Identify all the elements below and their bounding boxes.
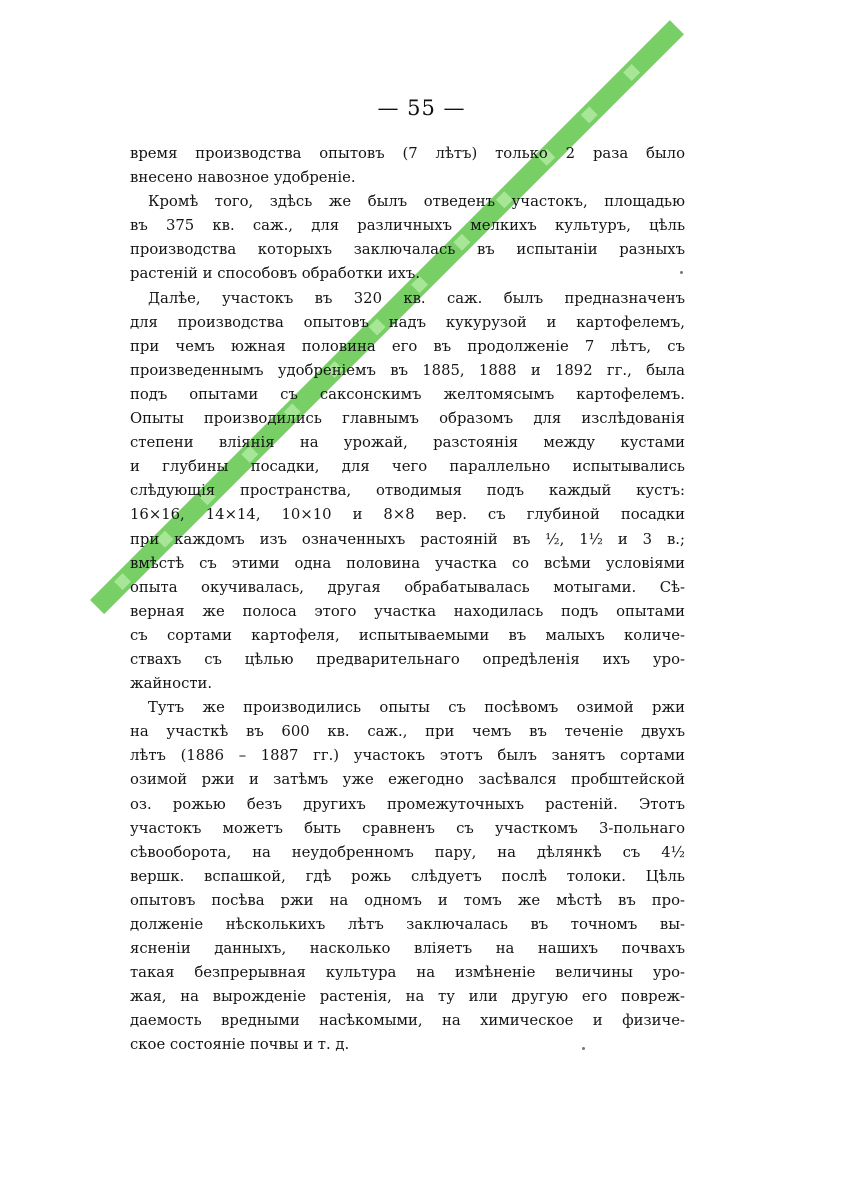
text-line: Опыты производились главнымъ образомъ для изслѣдованія	[130, 410, 685, 428]
text-line: слѣдующія пространства, отводимыя подъ каждый кустъ:	[130, 482, 685, 500]
text-line: Кромѣ того, здѣсь же былъ отведенъ участокъ, площадью	[148, 193, 685, 211]
text-line: при каждомъ изъ означенныхъ растояній въ ½, 1½ и 3 в.;	[130, 530, 685, 548]
text-line: при чемъ южная половина его въ продолженіе 7 лѣтъ, съ	[130, 337, 685, 355]
text-line: Тутъ же производились опыты съ посѣвомъ озимой ржи	[148, 699, 685, 717]
text-line: внесено навозное удобреніе.	[130, 169, 356, 187]
text-line: съ сортами картофеля, испытываемыми въ малыхъ количе-	[130, 626, 685, 644]
text-line: ское состояніе почвы и т. д.	[130, 1036, 350, 1054]
page-number: — 55 —	[377, 96, 466, 120]
text-line: растеній и способовъ обработки ихъ.	[130, 265, 421, 283]
watermark-mark	[581, 106, 598, 123]
text-line: Далѣе, участокъ въ 320 кв. саж. былъ предназначенъ	[148, 289, 685, 307]
text-line: ясненіи данныхъ, насколько вліяетъ на нашихъ почвахъ	[130, 940, 685, 958]
text-line: въ 375 кв. саж., для различныхъ мелкихъ культуръ, цѣль	[130, 217, 685, 235]
text-line: лѣтъ (1886 – 1887 гг.) участокъ этотъ былъ занятъ сортами	[130, 747, 685, 765]
watermark-mark	[623, 64, 640, 81]
text-line: сѣвооборота, на неудобренномъ пару, на дѣлянкѣ съ 4½	[130, 843, 685, 861]
watermark-mark	[114, 573, 131, 590]
text-line: ствахъ съ цѣлью предварительнаго опредѣленія ихъ уро-	[130, 650, 685, 668]
text-line: для производства опытовъ надъ кукурузой и картофелемъ,	[130, 313, 685, 331]
text-line: степени вліянія на урожай, разстоянія между кустами	[130, 434, 685, 452]
text-line: долженіе нѣсколькихъ лѣтъ заключалась въ точномъ вы-	[130, 916, 685, 933]
text-line: опыта окучивалась, другая обрабатывалась мотыгами. Сѣ-	[130, 578, 685, 596]
text-line: верная же полоса этого участка находилась подъ опытами	[130, 602, 685, 620]
text-line: жайности.	[130, 675, 213, 693]
text-line: производства которыхъ заключалась въ испытаніи разныхъ	[130, 241, 685, 259]
text-line: время производства опытовъ (7 лѣтъ) только 2 раза было	[130, 145, 685, 162]
text-line: такая безпрерывная культура на измѣненіе величины уро-	[130, 964, 685, 982]
text-line: участокъ можетъ быть сравненъ съ участкомъ 3-польнаго	[130, 819, 685, 837]
body-text	[130, 142, 685, 1058]
text-line: жая, на вырожденіе растенія, на ту или другую его повреж-	[130, 988, 685, 1006]
text-line: на участкѣ въ 600 кв. саж., при чемъ въ теченіе двухъ	[130, 723, 685, 741]
text-line: озимой ржи и затѣмъ уже ежегодно засѣвался пробштейской	[130, 771, 685, 789]
text-line: 16×16, 14×14, 10×10 и 8×8 вер. съ глубиной посадки	[130, 506, 685, 524]
text-line: оз. рожью безъ другихъ промежуточныхъ растеній. Этотъ	[130, 795, 685, 813]
text-line: вмѣстѣ съ этими одна половина участка со всѣми условіями	[130, 554, 685, 572]
text-line: и глубины посадки, для чего параллельно испытывались	[130, 458, 685, 476]
text-line: опытовъ посѣва ржи на одномъ и томъ же мѣстѣ въ про-	[130, 891, 685, 909]
text-line: произведеннымъ удобреніемъ въ 1885, 1888 и 1892 гг., была	[130, 361, 685, 379]
text-line: подъ опытами съ саксонскимъ желтомясымъ картофелемъ.	[130, 385, 685, 403]
text-line: даемость вредными насѣкомыми, на химическое и физиче-	[130, 1012, 685, 1030]
text-line: вершк. вспашкой, гдѣ рожь слѣдуетъ послѣ толоки. Цѣль	[130, 867, 685, 885]
